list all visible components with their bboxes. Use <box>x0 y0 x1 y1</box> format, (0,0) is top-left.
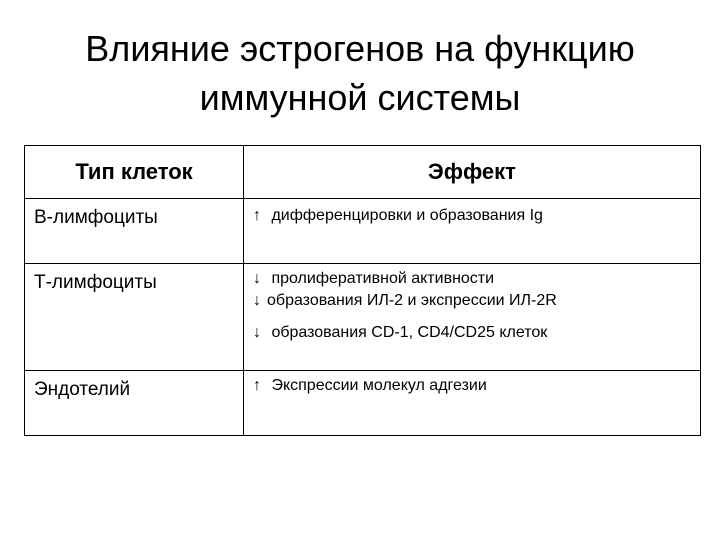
arrow-down-icon: ↓ <box>253 270 261 287</box>
arrow-down-icon: ↓ <box>253 324 261 341</box>
cell-type-b-lymphocytes: B-лимфоциты <box>25 199 244 264</box>
arrow-up-icon: ↑ <box>253 377 261 394</box>
cell-type-endothelium: Эндотелий <box>25 371 244 436</box>
effect-cell <box>244 371 701 436</box>
effect-text: образования ИЛ-2 и экспрессии ИЛ-2R <box>267 292 557 309</box>
table-row <box>25 371 701 436</box>
header-cell-type: Тип клеток <box>25 146 244 199</box>
effect-line <box>244 290 700 312</box>
arrow-down-icon: ↓ <box>253 292 261 309</box>
effect-line <box>244 268 700 290</box>
effect-line <box>244 322 700 344</box>
table-row <box>25 264 701 371</box>
table-row <box>25 199 701 264</box>
effect-line <box>244 375 700 397</box>
effect-text: Экспрессии молекул адгезии <box>267 377 487 394</box>
effect-text: образования CD-1, CD4/CD25 клеток <box>267 324 548 341</box>
slide-title-line-1: Влияние эстрогенов на функцию <box>85 28 635 69</box>
cell-type-t-lymphocytes: Т-лимфоциты <box>25 264 244 371</box>
slide-title <box>0 24 720 122</box>
effect-text: дифференцировки и образования Ig <box>267 207 543 224</box>
header-effect: Эффект <box>244 146 701 199</box>
arrow-up-icon: ↑ <box>253 207 261 224</box>
effect-text: пролиферативной активности <box>267 270 495 287</box>
slide-title-line-2: иммунной системы <box>199 77 521 118</box>
table-header-row <box>25 146 701 199</box>
effect-line <box>244 205 700 227</box>
effect-cell <box>244 199 701 264</box>
estrogen-effects-table <box>24 145 701 436</box>
effect-cell <box>244 264 701 371</box>
